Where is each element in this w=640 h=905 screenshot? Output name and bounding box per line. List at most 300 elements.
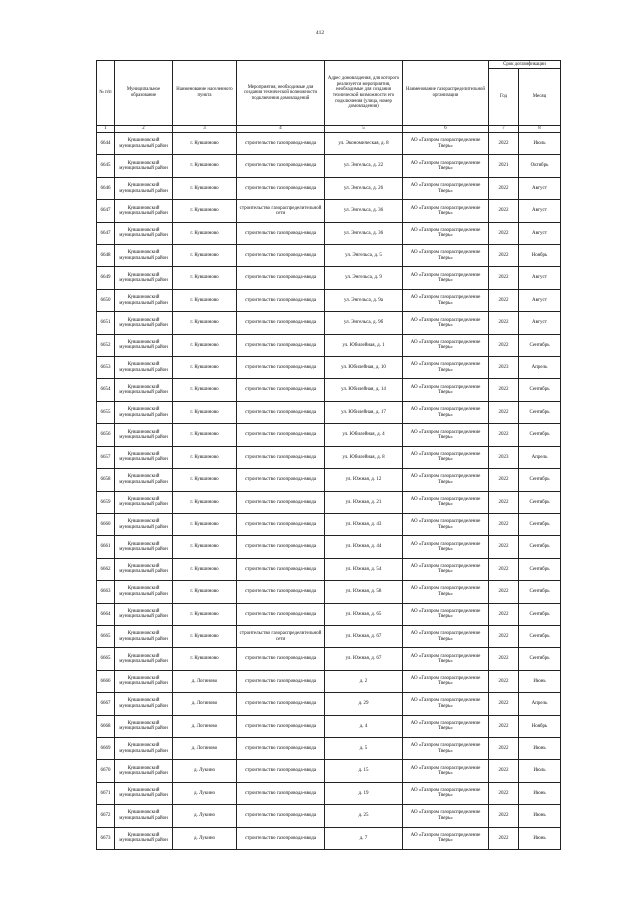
settlement-cell: д. Логиново — [173, 737, 237, 759]
row-number: 6665 — [97, 648, 115, 670]
year-cell: 2022 — [489, 715, 519, 737]
activity-cell: строительство газопровода-ввода — [237, 446, 325, 468]
row-number: 6644 — [97, 133, 115, 155]
month-cell: Сентябрь — [519, 513, 561, 535]
month-cell: Сентябрь — [519, 603, 561, 625]
activity-cell: строительство газопровода-ввода — [237, 693, 325, 715]
municipality-cell: Кувшиновский муниципальный район — [115, 469, 173, 491]
organization-cell: АО «Газпром газораспределение Тверь» — [403, 737, 489, 759]
row-number: 6669 — [97, 737, 115, 759]
activity-cell: строительство газопровода-ввода — [237, 379, 325, 401]
header-activity: Мероприятия, необходимые для создания технической возможности подключения домовладений — [237, 61, 325, 126]
municipality-cell: Кувшиновский муниципальный район — [115, 245, 173, 267]
settlement-cell: г. Кувшиново — [173, 401, 237, 423]
settlement-cell: д. Лукино — [173, 827, 237, 849]
activity-cell: строительство газопровода-ввода — [237, 670, 325, 692]
organization-cell: АО «Газпром газораспределение Тверь» — [403, 155, 489, 177]
month-cell: Сентябрь — [519, 625, 561, 647]
month-cell: Апрель — [519, 693, 561, 715]
address-cell: ул. Энгельса, д. 9а — [325, 289, 403, 311]
month-cell: Август — [519, 222, 561, 244]
table-row — [97, 513, 561, 535]
row-number: 6655 — [97, 401, 115, 423]
address-cell: ул. Южная, д. 44 — [325, 536, 403, 558]
row-number: 6646 — [97, 177, 115, 199]
organization-cell: АО «Газпром газораспределение Тверь» — [403, 245, 489, 267]
table-row — [97, 289, 561, 311]
organization-cell: АО «Газпром газораспределение Тверь» — [403, 805, 489, 827]
settlement-cell: д. Логиново — [173, 693, 237, 715]
month-cell: Ноябрь — [519, 245, 561, 267]
activity-cell: строительство газопровода-ввода — [237, 469, 325, 491]
activity-cell: строительство газопровода-ввода — [237, 827, 325, 849]
month-cell: Сентябрь — [519, 334, 561, 356]
column-number: 5 — [325, 126, 403, 133]
municipality-cell: Кувшиновский муниципальный район — [115, 513, 173, 535]
address-cell: ул. Южная, д. 54 — [325, 558, 403, 580]
table-row — [97, 200, 561, 222]
column-number: 2 — [115, 126, 173, 133]
column-numbers-row — [97, 126, 561, 133]
municipality-cell: Кувшиновский муниципальный район — [115, 603, 173, 625]
month-cell: Июль — [519, 760, 561, 782]
municipality-cell: Кувшиновский муниципальный район — [115, 200, 173, 222]
row-number: 6654 — [97, 379, 115, 401]
row-number: 6672 — [97, 805, 115, 827]
table-body — [97, 133, 561, 850]
month-cell: Апрель — [519, 357, 561, 379]
table-row — [97, 581, 561, 603]
year-cell: 2022 — [489, 558, 519, 580]
activity-cell: строительство газопровода-ввода — [237, 245, 325, 267]
row-number: 6658 — [97, 469, 115, 491]
settlement-cell: г. Кувшиново — [173, 357, 237, 379]
activity-cell: строительство газораспределительной сети — [237, 200, 325, 222]
row-number: 6650 — [97, 289, 115, 311]
year-cell: 2022 — [489, 737, 519, 759]
address-cell: ул. Южная, д. 43 — [325, 513, 403, 535]
header-year: Год — [489, 69, 519, 126]
address-cell: д. 5 — [325, 737, 403, 759]
year-cell: 2022 — [489, 200, 519, 222]
address-cell: ул. Юбилейная, д. 17 — [325, 401, 403, 423]
header-settlement: Наименование населенного пункта — [173, 61, 237, 126]
row-number: 6668 — [97, 715, 115, 737]
municipality-cell: Кувшиновский муниципальный район — [115, 827, 173, 849]
month-cell: Сентябрь — [519, 536, 561, 558]
municipality-cell: Кувшиновский муниципальный район — [115, 760, 173, 782]
row-number: 6666 — [97, 670, 115, 692]
organization-cell: АО «Газпром газораспределение Тверь» — [403, 491, 489, 513]
year-cell: 2022 — [489, 379, 519, 401]
column-number: 7 — [489, 126, 519, 133]
settlement-cell: г. Кувшиново — [173, 379, 237, 401]
year-cell: 2022 — [489, 782, 519, 804]
organization-cell: АО «Газпром газораспределение Тверь» — [403, 760, 489, 782]
settlement-cell: г. Кувшиново — [173, 177, 237, 199]
row-number: 6647 — [97, 200, 115, 222]
year-cell: 2022 — [489, 401, 519, 423]
year-cell: 2022 — [489, 177, 519, 199]
row-number: 6662 — [97, 558, 115, 580]
organization-cell: АО «Газпром газораспределение Тверь» — [403, 558, 489, 580]
activity-cell: строительство газопровода-ввода — [237, 312, 325, 334]
row-number: 6663 — [97, 581, 115, 603]
row-number: 6661 — [97, 536, 115, 558]
municipality-cell: Кувшиновский муниципальный район — [115, 133, 173, 155]
column-number: 3 — [173, 126, 237, 133]
row-number: 6673 — [97, 827, 115, 849]
month-cell: Апрель — [519, 446, 561, 468]
year-cell: 2022 — [489, 805, 519, 827]
row-number: 6667 — [97, 693, 115, 715]
table-row — [97, 424, 561, 446]
year-cell: 2022 — [489, 312, 519, 334]
settlement-cell: г. Кувшиново — [173, 446, 237, 468]
column-number: 4 — [237, 126, 325, 133]
activity-cell: строительство газопровода-ввода — [237, 155, 325, 177]
settlement-cell: д. Логиново — [173, 715, 237, 737]
table-row — [97, 357, 561, 379]
organization-cell: АО «Газпром газораспределение Тверь» — [403, 603, 489, 625]
municipality-cell: Кувшиновский муниципальный район — [115, 177, 173, 199]
municipality-cell: Кувшиновский муниципальный район — [115, 558, 173, 580]
month-cell: Сентябрь — [519, 469, 561, 491]
activity-cell: строительство газопровода-ввода — [237, 357, 325, 379]
municipality-cell: Кувшиновский муниципальный район — [115, 424, 173, 446]
table-row — [97, 737, 561, 759]
organization-cell: АО «Газпром газораспределение Тверь» — [403, 379, 489, 401]
table-row — [97, 312, 561, 334]
month-cell: Июнь — [519, 670, 561, 692]
municipality-cell: Кувшиновский муниципальный район — [115, 670, 173, 692]
settlement-cell: г. Кувшиново — [173, 625, 237, 647]
address-cell: ул. Энгельса, д. 22 — [325, 155, 403, 177]
gasification-table — [96, 60, 561, 850]
address-cell: ул. Юбилейная, д. 4 — [325, 424, 403, 446]
organization-cell: АО «Газпром газораспределение Тверь» — [403, 670, 489, 692]
month-cell: Август — [519, 312, 561, 334]
month-cell: Сентябрь — [519, 648, 561, 670]
municipality-cell: Кувшиновский муниципальный район — [115, 446, 173, 468]
table-row — [97, 245, 561, 267]
address-cell: ул. Южная, д. 65 — [325, 603, 403, 625]
year-cell: 2022 — [489, 536, 519, 558]
month-cell: Ноябрь — [519, 715, 561, 737]
municipality-cell: Кувшиновский муниципальный район — [115, 289, 173, 311]
address-cell: ул. Энгельса, д. 36 — [325, 222, 403, 244]
row-number: 6653 — [97, 357, 115, 379]
year-cell: 2023 — [489, 446, 519, 468]
table-row — [97, 558, 561, 580]
year-cell: 2022 — [489, 334, 519, 356]
row-number: 6649 — [97, 267, 115, 289]
municipality-cell: Кувшиновский муниципальный район — [115, 401, 173, 423]
settlement-cell: д. Лукино — [173, 760, 237, 782]
month-cell: Август — [519, 289, 561, 311]
month-cell: Июнь — [519, 827, 561, 849]
table-row — [97, 782, 561, 804]
month-cell: Сентябрь — [519, 401, 561, 423]
row-number: 6648 — [97, 245, 115, 267]
row-number: 6671 — [97, 782, 115, 804]
year-cell: 2022 — [489, 491, 519, 513]
activity-cell: строительство газопровода-ввода — [237, 177, 325, 199]
activity-cell: строительство газопровода-ввода — [237, 424, 325, 446]
activity-cell: строительство газопровода-ввода — [237, 536, 325, 558]
address-cell: д. 25 — [325, 805, 403, 827]
settlement-cell: г. Кувшиново — [173, 312, 237, 334]
year-cell: 2022 — [489, 648, 519, 670]
address-cell: ул. Энгельса, д. 9б — [325, 312, 403, 334]
municipality-cell: Кувшиновский муниципальный район — [115, 357, 173, 379]
year-cell: 2022 — [489, 222, 519, 244]
activity-cell: строительство газопровода-ввода — [237, 513, 325, 535]
address-cell: ул. Южная, д. 67 — [325, 625, 403, 647]
row-number: 6652 — [97, 334, 115, 356]
year-cell: 2022 — [489, 245, 519, 267]
row-number: 6656 — [97, 424, 115, 446]
activity-cell: строительство газопровода-ввода — [237, 334, 325, 356]
header-municipality: Муниципальное образование — [115, 61, 173, 126]
organization-cell: АО «Газпром газораспределение Тверь» — [403, 513, 489, 535]
activity-cell: строительство газопровода-ввода — [237, 581, 325, 603]
municipality-cell: Кувшиновский муниципальный район — [115, 155, 173, 177]
address-cell: ул. Южная, д. 21 — [325, 491, 403, 513]
organization-cell: АО «Газпром газораспределение Тверь» — [403, 424, 489, 446]
month-cell: Июнь — [519, 782, 561, 804]
organization-cell: АО «Газпром газораспределение Тверь» — [403, 693, 489, 715]
municipality-cell: Кувшиновский муниципальный район — [115, 715, 173, 737]
header-organization: Наименование газораспределительной организации — [403, 61, 489, 126]
municipality-cell: Кувшиновский муниципальный район — [115, 693, 173, 715]
municipality-cell: Кувшиновский муниципальный район — [115, 782, 173, 804]
month-cell: Сентябрь — [519, 491, 561, 513]
organization-cell: АО «Газпром газораспределение Тверь» — [403, 222, 489, 244]
month-cell: Август — [519, 200, 561, 222]
municipality-cell: Кувшиновский муниципальный район — [115, 805, 173, 827]
month-cell: Июнь — [519, 737, 561, 759]
organization-cell: АО «Газпром газораспределение Тверь» — [403, 648, 489, 670]
month-cell: Июнь — [519, 805, 561, 827]
settlement-cell: г. Кувшиново — [173, 536, 237, 558]
year-cell: 2021 — [489, 155, 519, 177]
header-num: № п/п — [97, 61, 115, 126]
activity-cell: строительство газопровода-ввода — [237, 782, 325, 804]
month-cell: Сентябрь — [519, 424, 561, 446]
settlement-cell: д. Лукино — [173, 805, 237, 827]
table-row — [97, 536, 561, 558]
organization-cell: АО «Газпром газораспределение Тверь» — [403, 536, 489, 558]
organization-cell: АО «Газпром газораспределение Тверь» — [403, 177, 489, 199]
table-row — [97, 177, 561, 199]
organization-cell: АО «Газпром газораспределение Тверь» — [403, 200, 489, 222]
address-cell: ул. Юбилейная, д. 14 — [325, 379, 403, 401]
year-cell: 2022 — [489, 133, 519, 155]
organization-cell: АО «Газпром газораспределение Тверь» — [403, 334, 489, 356]
address-cell: ул. Юбилейная, д. 10 — [325, 357, 403, 379]
address-cell: д. 2 — [325, 670, 403, 692]
municipality-cell: Кувшиновский муниципальный район — [115, 491, 173, 513]
municipality-cell: Кувшиновский муниципальный район — [115, 581, 173, 603]
organization-cell: АО «Газпром газораспределение Тверь» — [403, 446, 489, 468]
table-row — [97, 379, 561, 401]
settlement-cell: г. Кувшиново — [173, 222, 237, 244]
address-cell: ул. Энгельса, д. 5 — [325, 245, 403, 267]
activity-cell: строительство газопровода-ввода — [237, 603, 325, 625]
settlement-cell: г. Кувшиново — [173, 603, 237, 625]
year-cell: 2022 — [489, 693, 519, 715]
settlement-cell: г. Кувшиново — [173, 155, 237, 177]
address-cell: д. 4 — [325, 715, 403, 737]
organization-cell: АО «Газпром газораспределение Тверь» — [403, 469, 489, 491]
table-row — [97, 334, 561, 356]
settlement-cell: г. Кувшиново — [173, 581, 237, 603]
month-cell: Август — [519, 177, 561, 199]
settlement-cell: г. Кувшиново — [173, 513, 237, 535]
row-number: 6664 — [97, 603, 115, 625]
row-number: 6659 — [97, 491, 115, 513]
row-number: 6665 — [97, 625, 115, 647]
settlement-cell: г. Кувшиново — [173, 424, 237, 446]
activity-cell: строительство газопровода-ввода — [237, 760, 325, 782]
organization-cell: АО «Газпром газораспределение Тверь» — [403, 267, 489, 289]
year-cell: 2022 — [489, 267, 519, 289]
municipality-cell: Кувшиновский муниципальный район — [115, 625, 173, 647]
address-cell: ул. Юбилейная, д. 8 — [325, 446, 403, 468]
activity-cell: строительство газопровода-ввода — [237, 805, 325, 827]
year-cell: 2022 — [489, 603, 519, 625]
month-cell: Август — [519, 267, 561, 289]
table-row — [97, 222, 561, 244]
settlement-cell: д. Логиново — [173, 670, 237, 692]
month-cell: Сентябрь — [519, 581, 561, 603]
address-cell: ул. Южная, д. 58 — [325, 581, 403, 603]
settlement-cell: г. Кувшиново — [173, 267, 237, 289]
column-number: 8 — [519, 126, 561, 133]
table-row — [97, 491, 561, 513]
address-cell: ул. Энгельса, д. 26 — [325, 177, 403, 199]
organization-cell: АО «Газпром газораспределение Тверь» — [403, 312, 489, 334]
organization-cell: АО «Газпром газораспределение Тверь» — [403, 625, 489, 647]
organization-cell: АО «Газпром газораспределение Тверь» — [403, 581, 489, 603]
activity-cell: строительство газопровода-ввода — [237, 133, 325, 155]
table-row — [97, 133, 561, 155]
address-cell: ул. Южная, д. 12 — [325, 469, 403, 491]
year-cell: 2022 — [489, 581, 519, 603]
year-cell: 2022 — [489, 827, 519, 849]
month-cell: Октябрь — [519, 155, 561, 177]
column-number: 6 — [403, 126, 489, 133]
settlement-cell: г. Кувшиново — [173, 245, 237, 267]
header-address: Адрес домовладения, для которого реализуется мероприятия, необходимые для создания технической возможности его подключения (улица, номер домовладения) — [325, 61, 403, 126]
activity-cell: строительство газопровода-ввода — [237, 267, 325, 289]
table-row — [97, 625, 561, 647]
organization-cell: АО «Газпром газораспределение Тверь» — [403, 289, 489, 311]
municipality-cell: Кувшиновский муниципальный район — [115, 536, 173, 558]
year-cell: 2022 — [489, 625, 519, 647]
municipality-cell: Кувшиновский муниципальный район — [115, 222, 173, 244]
address-cell: ул. Экономическая, д. 8 — [325, 133, 403, 155]
organization-cell: АО «Газпром газораспределение Тверь» — [403, 133, 489, 155]
municipality-cell: Кувшиновский муниципальный район — [115, 267, 173, 289]
year-cell: 2022 — [489, 469, 519, 491]
activity-cell: строительство газопровода-ввода — [237, 648, 325, 670]
row-number: 6647 — [97, 222, 115, 244]
table-row — [97, 446, 561, 468]
settlement-cell: г. Кувшиново — [173, 133, 237, 155]
address-cell: ул. Энгельса, д. 9 — [325, 267, 403, 289]
settlement-cell: г. Кувшиново — [173, 491, 237, 513]
year-cell: 2022 — [489, 424, 519, 446]
header-month: Месяц — [519, 69, 561, 126]
table-row — [97, 267, 561, 289]
settlement-cell: д. Лукино — [173, 782, 237, 804]
address-cell: ул. Энгельса, д. 36 — [325, 200, 403, 222]
municipality-cell: Кувшиновский муниципальный район — [115, 334, 173, 356]
year-cell: 2022 — [489, 513, 519, 535]
organization-cell: АО «Газпром газораспределение Тверь» — [403, 782, 489, 804]
address-cell: ул. Юбилейная, д. 1 — [325, 334, 403, 356]
table-row — [97, 603, 561, 625]
municipality-cell: Кувшиновский муниципальный район — [115, 379, 173, 401]
row-number: 6670 — [97, 760, 115, 782]
table-row — [97, 805, 561, 827]
address-cell: ул. Южная, д. 67 — [325, 648, 403, 670]
month-cell: Сентябрь — [519, 558, 561, 580]
organization-cell: АО «Газпром газораспределение Тверь» — [403, 715, 489, 737]
address-cell: д. 15 — [325, 760, 403, 782]
table-row — [97, 715, 561, 737]
header-deadline-group: Срок догазификации — [489, 61, 561, 69]
activity-cell: строительство газораспределительной сети — [237, 625, 325, 647]
activity-cell: строительство газопровода-ввода — [237, 558, 325, 580]
year-cell: 2023 — [489, 357, 519, 379]
table-row — [97, 693, 561, 715]
municipality-cell: Кувшиновский муниципальный район — [115, 312, 173, 334]
organization-cell: АО «Газпром газораспределение Тверь» — [403, 827, 489, 849]
table-row — [97, 401, 561, 423]
municipality-cell: Кувшиновский муниципальный район — [115, 648, 173, 670]
table-row — [97, 648, 561, 670]
settlement-cell: г. Кувшиново — [173, 469, 237, 491]
table-row — [97, 827, 561, 849]
activity-cell: строительство газопровода-ввода — [237, 715, 325, 737]
row-number: 6657 — [97, 446, 115, 468]
activity-cell: строительство газопровода-ввода — [237, 491, 325, 513]
municipality-cell: Кувшиновский муниципальный район — [115, 737, 173, 759]
activity-cell: строительство газопровода-ввода — [237, 401, 325, 423]
settlement-cell: г. Кувшиново — [173, 200, 237, 222]
address-cell: д. 29 — [325, 693, 403, 715]
activity-cell: строительство газопровода-ввода — [237, 222, 325, 244]
row-number: 6645 — [97, 155, 115, 177]
address-cell: д. 7 — [325, 827, 403, 849]
table-row — [97, 760, 561, 782]
activity-cell: строительство газопровода-ввода — [237, 289, 325, 311]
row-number: 6660 — [97, 513, 115, 535]
table-row — [97, 670, 561, 692]
address-cell: д. 19 — [325, 782, 403, 804]
settlement-cell: г. Кувшиново — [173, 334, 237, 356]
row-number: 6651 — [97, 312, 115, 334]
month-cell: Июль — [519, 133, 561, 155]
organization-cell: АО «Газпром газораспределение Тверь» — [403, 357, 489, 379]
year-cell: 2022 — [489, 760, 519, 782]
table-row — [97, 155, 561, 177]
table-header — [97, 61, 561, 133]
settlement-cell: г. Кувшиново — [173, 289, 237, 311]
